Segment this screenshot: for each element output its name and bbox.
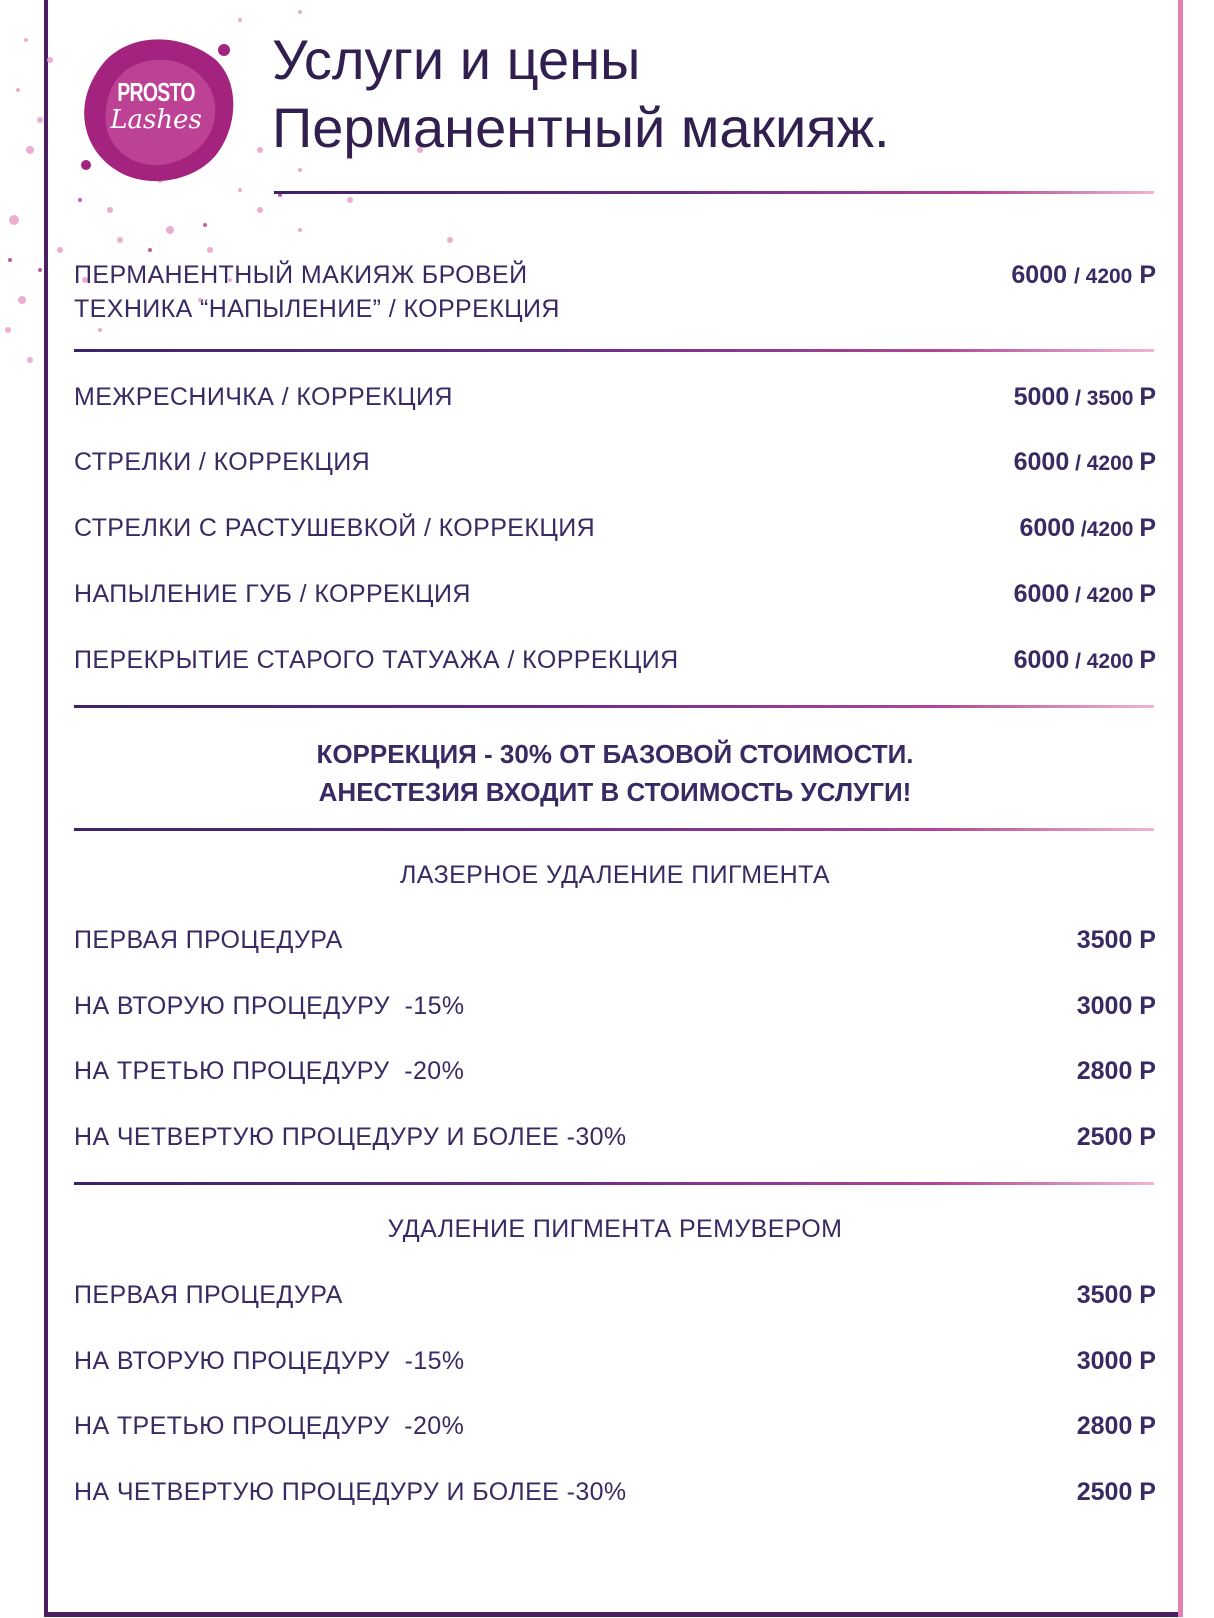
price-row-brows: [74, 258, 1156, 328]
service-price: 3500 Р: [1076, 926, 1156, 954]
price-row: [74, 1409, 1156, 1449]
divider-4: [74, 1182, 1154, 1185]
price-row: [74, 1278, 1156, 1318]
service-price: 2800 Р: [1076, 1057, 1156, 1085]
service-price: 3000 Р: [1076, 992, 1156, 1020]
section-title-remover: УДАЛЕНИЕ ПИГМЕНТА РЕМУВЕРОМ: [387, 1215, 843, 1243]
price-row: [74, 511, 1156, 551]
price-row: [74, 1054, 1156, 1094]
service-name: ПЕРВАЯ ПРОЦЕДУРА: [74, 1281, 343, 1309]
service-name: НА ЧЕТВЕРТУЮ ПРОЦЕДУРУ И БОЛЕЕ -30%: [74, 1478, 627, 1506]
page-title-line1: Услуги и цены: [272, 28, 641, 91]
divider-3: [74, 828, 1154, 831]
service-name: НА ТРЕТЬЮ ПРОЦЕДУРУ -20%: [74, 1057, 465, 1085]
service-price: 6000 / 4200 Р: [1013, 448, 1156, 476]
service-name: НАПЫЛЕНИЕ ГУБ / КОРРЕКЦИЯ: [74, 580, 471, 608]
price-row: [74, 1120, 1156, 1160]
price-row: [74, 643, 1156, 683]
divider-2: [74, 705, 1154, 708]
price-row: [74, 1475, 1156, 1515]
service-price: 3500 Р: [1076, 1281, 1156, 1309]
brand-logo-text: [86, 78, 226, 134]
service-price: 6000 /4200 Р: [1019, 514, 1156, 542]
service-name: СТРЕЛКИ / КОРРЕКЦИЯ: [74, 448, 371, 476]
service-price: 6000 / 4200 Р: [1011, 261, 1156, 289]
frame-right-border: [1178, 0, 1183, 1617]
logo-line2: Lashes: [110, 105, 202, 135]
page-title: [272, 26, 890, 162]
price-row: [74, 445, 1156, 485]
service-name: ПЕРЕКРЫТИЕ СТАРОГО ТАТУАЖА / КОРРЕКЦИЯ: [74, 646, 679, 674]
service-price: 6000 / 4200 Р: [1013, 580, 1156, 608]
service-name: ПЕРВАЯ ПРОЦЕДУРА: [74, 926, 343, 954]
divider-1: [74, 349, 1154, 352]
service-name: НА ТРЕТЬЮ ПРОЦЕДУРУ -20%: [74, 1412, 465, 1440]
price-row: [74, 380, 1156, 420]
service-name: ПЕРМАНЕНТНЫЙ МАКИЯЖ БРОВЕЙ ТЕХНИКА “НАПЫЛЕНИЕ” / КОРРЕКЦИЯ: [74, 261, 560, 323]
service-name: НА ЧЕТВЕРТУЮ ПРОЦЕДУРУ И БОЛЕЕ -30%: [74, 1123, 627, 1151]
service-name: НА ВТОРУЮ ПРОЦЕДУРУ -15%: [74, 1347, 465, 1375]
section-title-laser: ЛАЗЕРНОЕ УДАЛЕНИЕ ПИГМЕНТА: [400, 861, 830, 889]
logo-line1: PROSTO: [117, 77, 195, 107]
service-price: 2800 Р: [1076, 1412, 1156, 1440]
service-name: МЕЖРЕСНИЧКА / КОРРЕКЦИЯ: [74, 383, 453, 411]
service-name: НА ВТОРУЮ ПРОЦЕДУРУ -15%: [74, 992, 465, 1020]
divider-title: [274, 191, 1154, 194]
service-price: 3000 Р: [1076, 1347, 1156, 1375]
page-title-line2: Перманентный макияж.: [272, 96, 890, 159]
price-row: [74, 989, 1156, 1029]
service-price: 5000 / 3500 Р: [1013, 383, 1156, 411]
service-price: 2500 Р: [1076, 1123, 1156, 1151]
price-row: [74, 923, 1156, 963]
price-row: [74, 1344, 1156, 1384]
frame-bottom-border: [44, 1612, 1180, 1617]
correction-note: КОРРЕКЦИЯ - 30% ОТ БАЗОВОЙ СТОИМОСТИ. АНЕСТЕЗИЯ ВХОДИТ В СТОИМОСТЬ УСЛУГИ!: [316, 739, 914, 807]
price-row: [74, 577, 1156, 617]
service-name: СТРЕЛКИ С РАСТУШЕВКОЙ / КОРРЕКЦИЯ: [74, 514, 596, 542]
service-price: 6000 / 4200 Р: [1013, 646, 1156, 674]
service-price: 2500 Р: [1076, 1478, 1156, 1506]
